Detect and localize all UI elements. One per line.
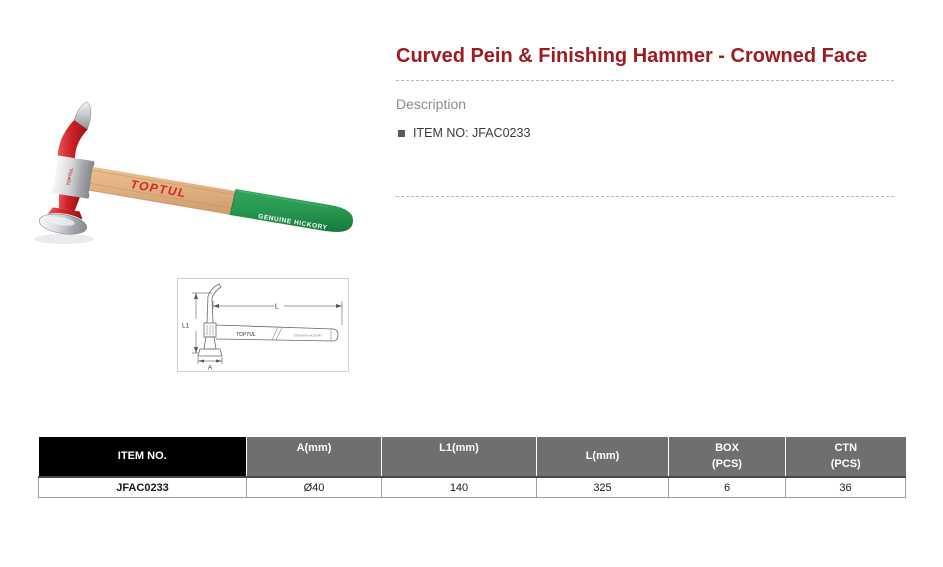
col-header-l1-mm: L1(mm): [382, 437, 537, 477]
item-no-text: ITEM NO: JFAC0233: [413, 126, 531, 140]
dim-label-l1: L1: [182, 322, 190, 330]
cell-a-mm: Ø40: [247, 477, 382, 498]
spec-table-header-row: [39, 437, 906, 477]
cell-item-no: JFAC0233: [39, 477, 247, 498]
product-photo-hammer: [30, 88, 370, 248]
diagram-handle-text: GENUINE HICKORY: [294, 333, 323, 338]
col-header-item-no: ITEM NO.: [39, 437, 247, 477]
photo-shadow: [34, 234, 94, 244]
handle-brand-text: GENUINE HICKORY: [257, 213, 329, 232]
diagram-brand-text: TOPTUL: [236, 332, 256, 338]
cell-ctn-pcs: 36: [786, 477, 906, 498]
col-header-ctn-pcs: CTN (PCS): [786, 437, 906, 477]
dim-label-l: L: [274, 301, 280, 311]
cell-l1-mm: 140: [382, 477, 537, 498]
spec-table: [38, 437, 906, 498]
square-bullet-icon: [398, 130, 405, 137]
spec-table-data-row: [39, 477, 906, 498]
dimension-diagram: [177, 278, 349, 372]
brand-logo-text: TOPTUL: [129, 177, 188, 201]
dim-label-a: A: [207, 364, 213, 371]
col-header-a-mm: A(mm): [247, 437, 382, 477]
page-title: Curved Pein & Finishing Hammer - Crowned Face: [396, 45, 868, 67]
col-header-box-pcs: BOX (PCS): [669, 437, 786, 477]
dimension-diagram-drawing: [178, 279, 348, 371]
description-label: Description: [396, 96, 467, 112]
cell-box-pcs: 6: [669, 477, 786, 498]
hammer-head: [38, 102, 97, 237]
divider-bottom: [396, 196, 894, 197]
divider-top: [396, 80, 894, 81]
collar-brand-text: TOPTUL: [65, 167, 74, 186]
cell-l-mm: 325: [537, 477, 669, 498]
col-header-l-mm: L(mm): [537, 437, 669, 477]
item-no-line: [398, 126, 530, 140]
